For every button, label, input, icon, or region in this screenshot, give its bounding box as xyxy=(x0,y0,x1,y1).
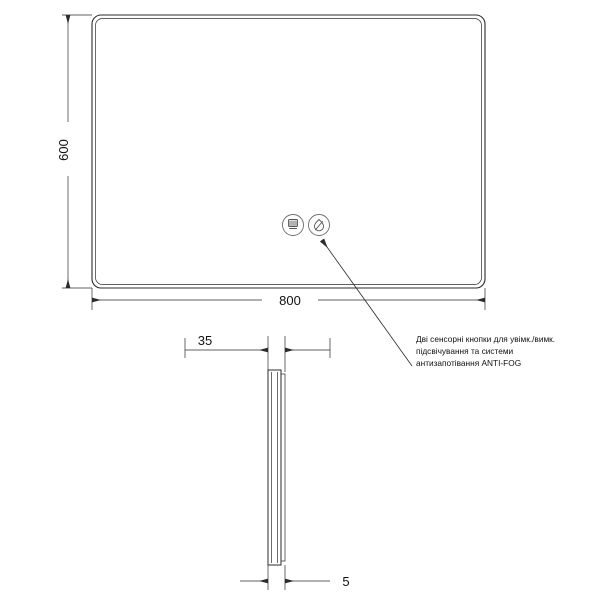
side-view-mirror xyxy=(268,370,285,565)
offset-dimension xyxy=(185,333,330,372)
note-line-1: Дві сенсорні кнопки для увімк./вимк. xyxy=(416,334,556,344)
front-view-mirror xyxy=(92,15,485,288)
touch-buttons-note xyxy=(416,334,555,368)
note-line-2: підсвічування та системи xyxy=(416,346,514,356)
note-line-3: антизапотівання ANTI-FOG xyxy=(416,358,522,368)
thickness-dimension xyxy=(240,565,350,590)
anti-fog-touch-button[interactable] xyxy=(309,215,330,236)
backlight-touch-button[interactable] xyxy=(283,215,304,236)
offset-dimension-label: 35 xyxy=(197,333,213,348)
width-dimension-label: 800 xyxy=(279,293,301,308)
height-dimension-label: 600 xyxy=(56,139,71,161)
width-dimension xyxy=(92,288,485,310)
thickness-dimension-label: 5 xyxy=(342,574,350,589)
height-dimension xyxy=(56,15,92,288)
